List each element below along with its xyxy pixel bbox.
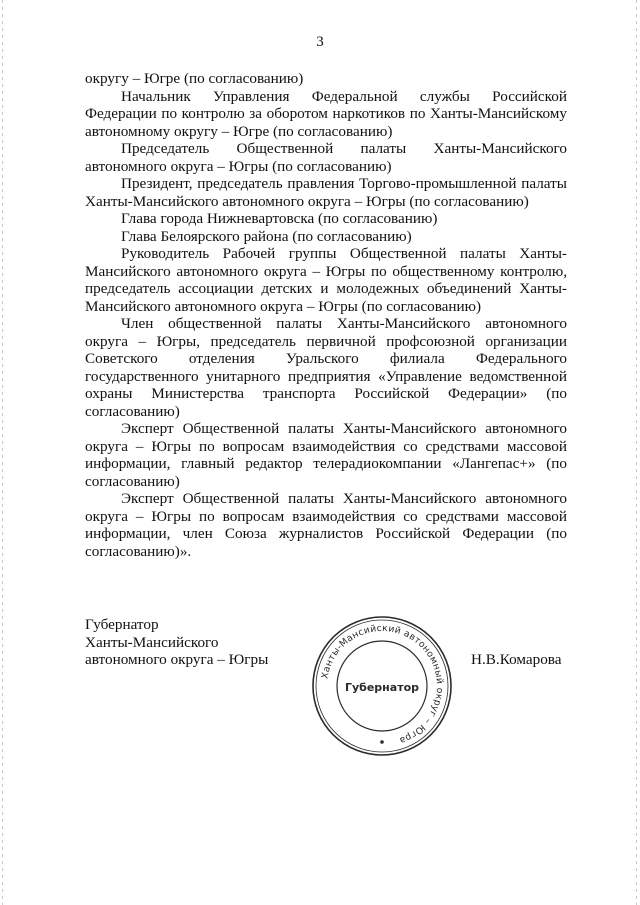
signature-title xyxy=(85,616,268,669)
paragraph: Эксперт Общественной палаты Ханты-Мансийского автономного округа – Югры по вопросам взаимодействия со средствами массовой информации, главный редактор телерадиокомпании «Лангепас+» (по согласованию) xyxy=(85,420,567,490)
paragraph: Эксперт Общественной палаты Ханты-Мансийского автономного округа – Югры по вопросам взаимодействия со средствами массовой информации, член Союза журналистов Российской Федерации (по согласованию)». xyxy=(85,490,567,560)
paragraph: Руководитель Рабочей группы Общественной палаты Ханты-Мансийского автономного округа – Югры по общественному контролю, председатель ассоциации детских и молодежных объединений Ханты-Мансийского автономного округа – Югры (по согласованию) xyxy=(85,245,567,315)
paragraph: Глава Белоярского района (по согласованию) xyxy=(121,227,412,245)
paragraph: Начальник Управления Федеральной службы Российской Федерации по контролю за оборотом наркотиков по Ханты-Мансийскому автономному округу – Югре (по согласованию) xyxy=(85,87,567,140)
document-body xyxy=(85,70,567,560)
signature-title-line: автономного округа – Югры xyxy=(85,651,269,668)
paragraph: Председатель Общественной палаты Ханты-Мансийского автономного округа – Югры (по согласованию) xyxy=(85,140,567,175)
seal-bottom-mark xyxy=(380,740,384,744)
paragraph: округу – Югре (по согласованию) xyxy=(85,70,304,87)
signature-title-line: Губернатор xyxy=(85,616,159,633)
paragraph: Глава города Нижневартовска (по согласованию) xyxy=(121,210,438,227)
paragraph: Член общественной палаты Ханты-Мансийского автономного округа – Югры, председатель первичной профсоюзной организации Советского отделения Уральского филиала Федерального государственного унитарного предприятия «Управление ведомственной охраны Министерства транспорта Российской Федерации» (по согласованию) xyxy=(85,315,567,420)
signatory-name: Н.В.Комарова xyxy=(471,651,562,668)
seal-center-text: Губернатор xyxy=(344,681,420,694)
signature-title-line: Ханты-Мансийского xyxy=(85,633,219,651)
seal-graphic xyxy=(310,614,454,758)
official-seal xyxy=(310,614,454,758)
paragraph: Президент, председатель правления Торгово-промышленной палаты Ханты-Мансийского автономного округа – Югры (по согласованию) xyxy=(85,175,567,210)
seal-ring-text: Ханты-Мансийский автономный округ – Югра xyxy=(319,622,446,746)
scan-edge-left xyxy=(2,0,3,905)
scan-edge-right xyxy=(636,0,637,905)
page-number: 3 xyxy=(316,34,324,50)
